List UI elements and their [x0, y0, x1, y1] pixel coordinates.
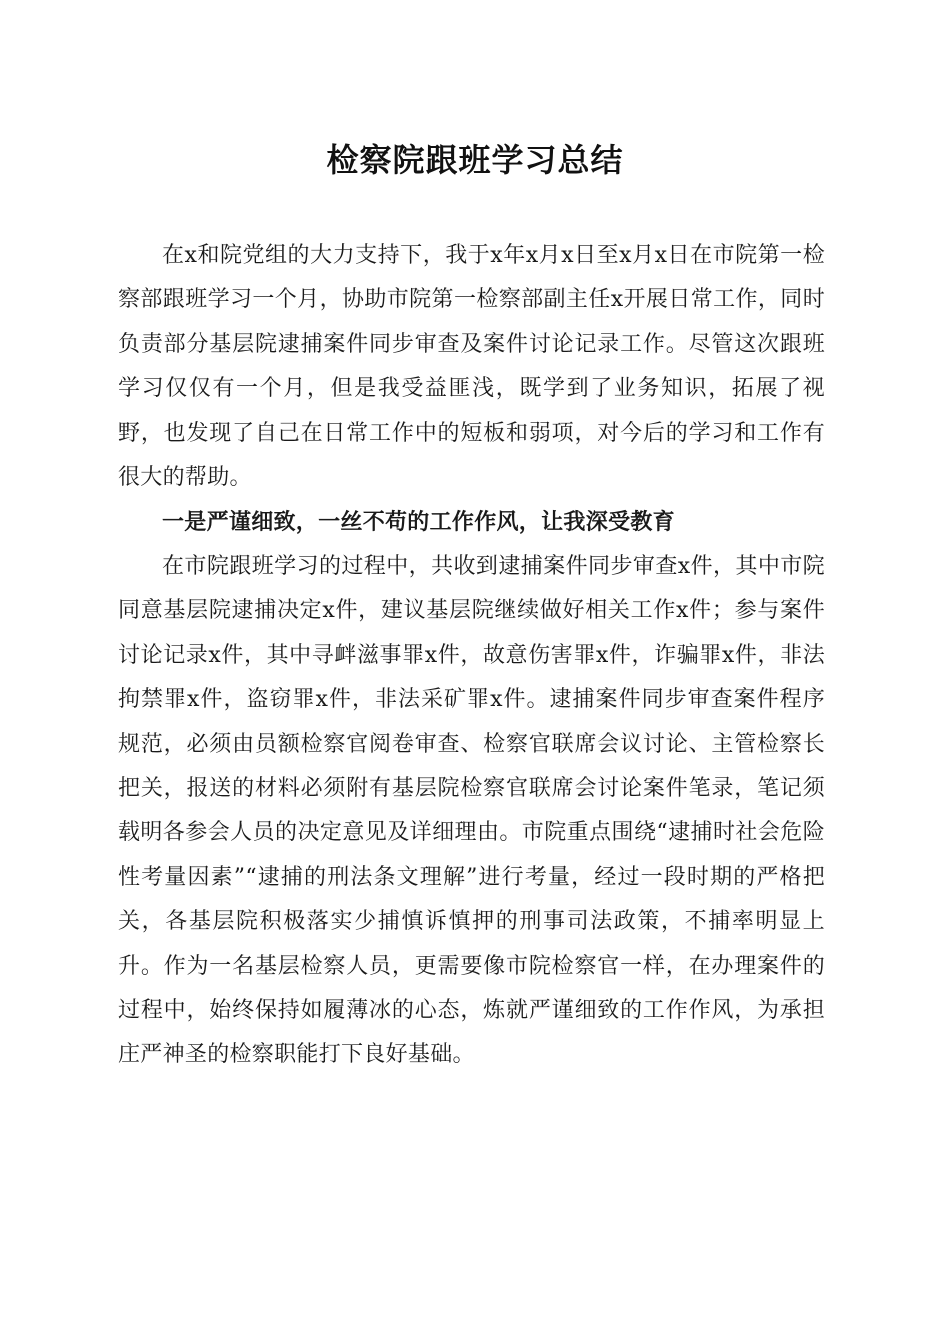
- section-1-paragraph: 在市院跟班学习的过程中，共收到逮捕案件同步审查x件，其中市院同意基层院逮捕决定x件，建议基层院继续做好相关工作x件；参与案件讨论记录x件，其中寻衅滋事罪x件，故意伤害罪x件，诈骗罪x件，非法拘禁罪x件，盗窃罪x件，非法采矿罪x件。逮捕案件同步审查案件程序规范，必须由员额检察官阅卷审查、检察官联席会议讨论、主管检察长把关，报送的材料必须附有基层院检察官联席会讨论案件笔录，笔记须载明各参会人员的决定意见及详细理由。市院重点围绕“逮捕时社会危险性考量因素”“逮捕的刑法条文理解”进行考量，经过一段时期的严格把关，各基层院积极落实少捕慎诉慎押的刑事司法政策，不捕率明显上升。作为一名基层检察人员，更需要像市院检察官一样，在办理案件的过程中，始终保持如履薄冰的心态，炼就严谨细致的工作作风，为承担庄严神圣的检察职能打下良好基础。: [118, 554, 825, 1068]
- document-title: 检察院跟班学习总结: [326, 141, 624, 179]
- intro-paragraph: 在x和院党组的大力支持下，我于x年x月x日至x月x日在市院第一检察部跟班学习一个月，协助市院第一检察部副主任x开展日常工作，同时负责部分基层院逮捕案件同步审查及案件讨论记录工作。尽管这次跟班学习仅仅有一个月，但是我受益匪浅，既学到了业务知识，拓展了视野，也发现了自己在日常工作中的短板和弱项，对今后的学习和工作有很大的帮助。: [118, 243, 825, 491]
- section-heading-1: 一是严谨细致，一丝不苟的工作作风，让我深受教育: [162, 509, 675, 535]
